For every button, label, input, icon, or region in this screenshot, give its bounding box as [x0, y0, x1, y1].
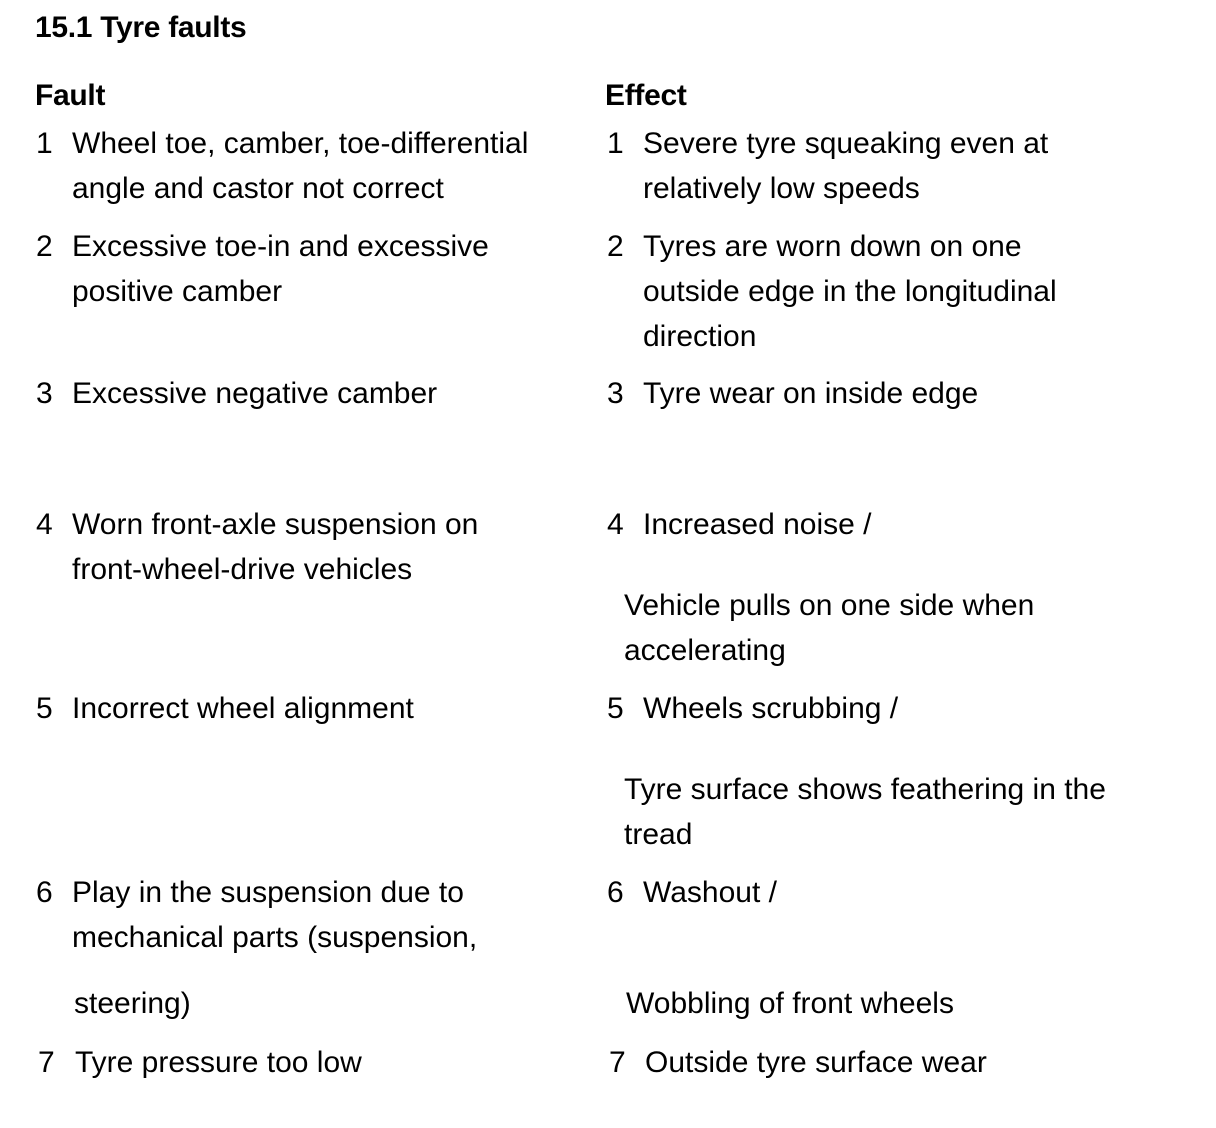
effect-text: Outside tyre surface wear: [645, 1046, 987, 1079]
effect-text: Severe tyre squeaking even at relatively low speeds: [643, 127, 1049, 205]
effect-number: 4: [607, 508, 624, 541]
fault-number: 3: [36, 377, 53, 410]
fault-number: 6: [36, 876, 53, 909]
fault-text: Worn front-axle suspension on front-wheel-drive vehicles: [72, 508, 479, 586]
effect-text: Tyres are worn down on one outside edge in the longitudinal direction: [643, 230, 1057, 353]
effect-number: 7: [609, 1046, 626, 1079]
effect-number: 6: [607, 876, 624, 909]
fault-number: 2: [36, 230, 53, 263]
effect-text: Tyre wear on inside edge: [643, 377, 979, 410]
effect-number: 2: [607, 230, 624, 263]
fault-text: Play in the suspension due to mechanical parts (suspension,: [72, 876, 478, 954]
effect-continuation-text: Tyre surface shows feathering in the tread: [624, 773, 1106, 851]
fault-text: Wheel toe, camber, toe-differential angle and castor not correct: [72, 127, 529, 205]
fault-text: Excessive toe-in and excessive positive camber: [72, 230, 489, 308]
fault-number: 5: [36, 692, 53, 725]
effect-number: 1: [607, 127, 624, 160]
effect-number: 3: [607, 377, 624, 410]
effect-continuation-text: Wobbling of front wheels: [626, 987, 954, 1020]
page-title: 15.1 Tyre faults: [35, 11, 247, 44]
fault-text: Incorrect wheel alignment: [72, 692, 414, 725]
fault-text: Tyre pressure too low: [75, 1046, 362, 1079]
fault-text: Excessive negative camber: [72, 377, 438, 410]
fault-number: 7: [38, 1046, 55, 1079]
fault-number: 4: [36, 508, 53, 541]
column-header-effect: Effect: [605, 79, 687, 112]
effect-number: 5: [607, 692, 624, 725]
effect-text: Increased noise /: [643, 508, 872, 541]
effect-text: Wheels scrubbing /: [643, 692, 899, 725]
effect-text: Washout /: [643, 876, 777, 909]
fault-continuation-text: steering): [74, 987, 191, 1020]
column-header-fault: Fault: [35, 79, 106, 112]
effect-continuation-text: Vehicle pulls on one side when accelerating: [624, 589, 1035, 667]
fault-number: 1: [36, 127, 53, 160]
